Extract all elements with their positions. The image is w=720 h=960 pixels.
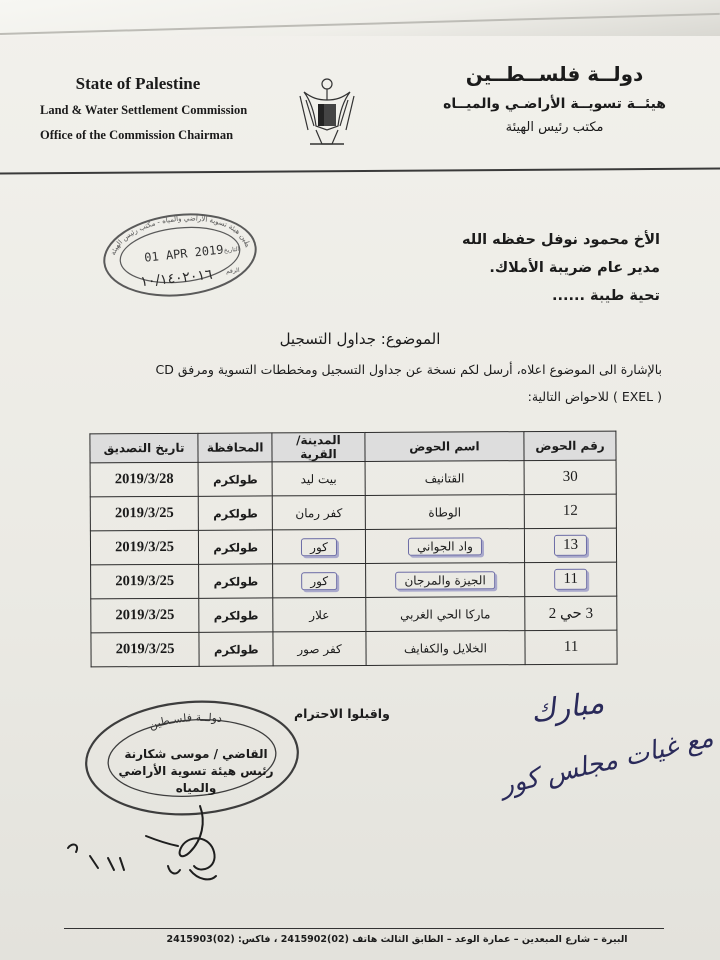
cell-governorate: طولكرم — [198, 462, 272, 496]
marked-city: كور — [301, 538, 337, 556]
office-name-en: Office of the Commission Chairman — [40, 128, 234, 142]
cell-approval-date: 2019/3/25 — [90, 530, 198, 565]
handnote-line-2: مع غيات مجلس كور — [497, 722, 717, 802]
cell-basin-number — [525, 562, 617, 596]
recipient-block — [462, 226, 660, 310]
commission-name-ar: هيئــة تسويــة الأراضـي والميــاه — [443, 96, 666, 112]
cell-basin-name: القتانيف — [365, 461, 525, 496]
state-title-ar: دولــة فلســطــين — [465, 62, 644, 86]
table-row — [90, 494, 616, 531]
cell-basin-name — [365, 529, 525, 564]
cell-basin-number: 12 — [524, 494, 616, 528]
stamp-ref-label: الرقم — [225, 266, 240, 276]
cell-basin-number: 30 — [524, 460, 616, 494]
col-basin-number: رقم الحوض — [524, 431, 616, 460]
basins-table — [89, 431, 617, 668]
arabic-letterhead — [443, 62, 666, 135]
marked-city: كور — [301, 572, 337, 590]
cell-basin-number — [525, 528, 617, 562]
recipient-title: مدير عام ضريبة الأملاك. — [489, 260, 660, 276]
col-governorate: المحافظة — [198, 433, 272, 462]
stamp-ref-number: ١٠/١٤٠٢٠١٦ — [139, 266, 214, 291]
cell-basin-number: 11 — [525, 630, 617, 664]
cell-approval-date: 2019/3/25 — [91, 632, 199, 667]
cell-city: بيت ليد — [272, 461, 365, 495]
marked-number: 13 — [554, 535, 587, 556]
english-letterhead — [40, 74, 247, 143]
col-basin-name: اسم الحوض — [365, 432, 525, 462]
cell-governorate: طولكرم — [199, 598, 273, 632]
cell-approval-date: 2019/3/28 — [90, 462, 198, 497]
marked-name: الجيزة والمرجان — [395, 571, 494, 590]
stamp-ring-text: فلسطين هيئة تسوية الأراضي والمياه - مكتب رئيس الهيئة — [109, 214, 252, 257]
cell-approval-date: 2019/3/25 — [91, 598, 199, 633]
commission-name-en: Land & Water Settlement Commission — [40, 103, 248, 117]
body-line-1: بالإشارة الى الموضوع اعلاه، أرسل لكم نسخة عن جداول التسجيل ومخططات التسوية ومرفق CD — [155, 362, 662, 377]
cell-basin-name — [365, 563, 525, 598]
stamp-date-label: التاريخ — [223, 245, 240, 255]
subject-line: الموضوع: جداول التسجيل — [279, 330, 441, 348]
signatory-block — [110, 746, 282, 797]
table-row — [90, 460, 616, 497]
cell-governorate: طولكرم — [199, 564, 273, 598]
col-approval-date: تاريخ التصديق — [90, 433, 198, 463]
cell-city: علار — [273, 597, 366, 631]
letter-body — [42, 356, 662, 410]
cell-basin-name: الوطاة — [365, 495, 525, 530]
table-row — [91, 562, 617, 599]
cell-basin-name: الخلايل والكفايف — [366, 631, 526, 666]
cell-city: كفر رمان — [273, 495, 366, 529]
handwritten-signature — [50, 796, 250, 886]
table-row — [91, 596, 617, 633]
cell-governorate: طولكرم — [199, 530, 273, 564]
cell-city — [273, 563, 366, 597]
cell-governorate: طولكرم — [199, 632, 273, 666]
footer-address: البيرة – شارع المبعدين – عمارة الوعد – الطابق الثالث هاتف (02)2415902 ، فاكس: (02)2415903 — [166, 934, 628, 945]
closing-salutation: واقبلوا الاحترام — [294, 706, 390, 721]
table-row — [91, 630, 617, 667]
handwritten-note — [400, 676, 720, 806]
signatory-title: رئيس هيئة تسوية الأراضي والمياه — [118, 764, 274, 795]
cell-city: كفر صور — [273, 631, 366, 665]
cell-approval-date: 2019/3/25 — [90, 496, 198, 531]
cell-governorate: طولكرم — [198, 496, 272, 530]
state-title-en: State of Palestine — [75, 74, 201, 93]
marked-name: واد الجواني — [408, 537, 482, 555]
cell-approval-date: 2019/3/25 — [91, 564, 199, 599]
eagle-emblem-icon — [296, 70, 358, 156]
cell-basin-number: 3 حي 2 — [525, 596, 617, 630]
stamp-date-value: 01 APR 2019 — [143, 242, 225, 265]
body-line-2: ( EXEL ) للاحواض التالية: — [527, 389, 662, 404]
cell-city — [273, 529, 366, 563]
svg-text:دولــة فلسـطين — [147, 709, 224, 732]
table-header-row — [90, 431, 616, 463]
marked-number: 11 — [554, 569, 587, 590]
seal-ring-text: دولــة فلسـطين — [147, 710, 223, 732]
handnote-line-1: مبارك — [528, 685, 607, 731]
recipient-name: الأخ محمود نوفل حفظه الله — [462, 232, 660, 248]
cell-basin-name: ماركا الحي الغربي — [365, 597, 525, 632]
signatory-name: القاضي / موسى شكارنة — [124, 747, 268, 761]
date-stamp — [100, 210, 260, 300]
greeting: تحية طيبة ...... — [551, 288, 660, 304]
table-row — [90, 528, 616, 565]
col-city: المدينة/ القرية — [272, 432, 365, 461]
footer-divider — [64, 928, 664, 929]
office-name-ar: مكتب رئيس الهيئة — [505, 120, 604, 135]
